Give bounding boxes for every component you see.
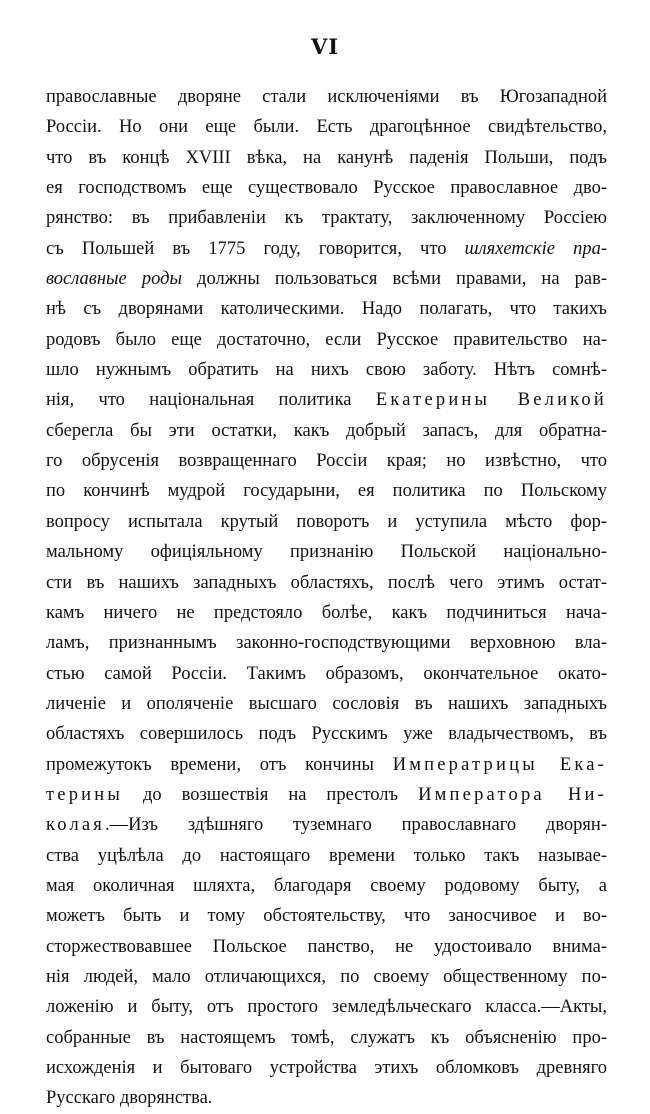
text-line [46, 416, 607, 446]
text-line [46, 446, 607, 476]
text-segment: шло нужнымъ обратить на нихъ свою заботу. Нѣтъ сомнѣ- [46, 360, 607, 381]
text-line [46, 871, 607, 901]
text-segment: ства уцѣлѣла до настоящаго времени только такъ называе- [46, 845, 607, 866]
text-line [46, 264, 607, 294]
text-segment-spaced: Императора Ни- [418, 784, 608, 805]
text-segment: сторжествовавшее Польское панство, не удостоивало внима- [46, 936, 607, 957]
body-text [46, 82, 607, 1114]
text-segment: ложенію и быту, отъ простого земледѣльческаго класса.—Акты, [46, 997, 607, 1018]
text-segment: нѣ съ дворянами католическими. Надо полагать, что такихъ [46, 299, 607, 320]
text-segment-spaced: Императрицы Ека- [392, 754, 607, 775]
text-line [46, 173, 607, 203]
text-line [46, 962, 607, 992]
text-segment: православные дворяне стали исключеніями въ Югозападной [46, 87, 607, 107]
text-segment: областяхъ совершилось подъ Русскимъ уже владычествомъ, въ [46, 724, 607, 745]
text-segment: Русскаго дворянства. [46, 1088, 213, 1109]
text-line [46, 992, 607, 1022]
text-segment: .—Изъ здѣшняго туземнаго православнаго дворян- [105, 815, 607, 836]
text-segment-italic: вославные роды [46, 269, 182, 290]
text-line [46, 112, 607, 142]
text-line [46, 507, 607, 537]
text-line [46, 82, 607, 112]
text-segment: до возшествія на престолъ [122, 784, 419, 805]
text-segment-spaced: Екатерины Великой [375, 390, 607, 411]
text-line [46, 385, 607, 415]
text-line [46, 659, 607, 689]
text-line [46, 901, 607, 931]
text-line [46, 1083, 607, 1113]
text-segment: по кончинѣ мудрой государыни, ея политика по Польскому [46, 481, 607, 502]
text-line [46, 294, 607, 324]
text-line [46, 234, 607, 264]
text-line [46, 780, 607, 810]
text-segment: сберегла бы эти остатки, какъ добрый запасъ, для обратна- [46, 420, 607, 441]
text-segment: стью самой Россіи. Такимъ образомъ, окончательное окато- [46, 663, 607, 684]
text-segment: должны пользоваться всѣми правами, на рав- [181, 269, 607, 290]
text-line [46, 810, 607, 840]
text-segment-spaced: колая [46, 815, 106, 836]
text-line [46, 476, 607, 506]
text-line [46, 537, 607, 567]
text-line [46, 568, 607, 598]
text-segment: личеніе и ополяченіе высшаго сословія въ нашихъ западныхъ [46, 693, 607, 714]
text-segment: родовъ было еще достаточно, если Русское правительство на- [46, 329, 607, 350]
text-segment: рянство: въ прибавленіи къ трактату, заключенному Россіею [46, 208, 607, 229]
text-segment: нія, что національная политика [46, 390, 376, 411]
text-line [46, 932, 607, 962]
text-segment: можетъ быть и тому обстоятельству, что заносчивое и во- [46, 906, 607, 927]
text-segment: собранные въ настоящемъ томѣ, служатъ къ объясненію про- [46, 1027, 607, 1048]
text-line [46, 628, 607, 658]
text-line [46, 355, 607, 385]
text-segment: исхожденія и бытоваго устройства этихъ обломковъ древняго [46, 1058, 607, 1078]
text-line [46, 1053, 607, 1083]
text-segment: ея господствомъ еще существовало Русское православное дво- [46, 178, 607, 199]
text-segment: промежутокъ времени, отъ кончины [46, 754, 393, 775]
text-segment: го обрусенія возвращеннаго Россіи края; но извѣстно, что [46, 451, 607, 472]
text-line [46, 689, 607, 719]
page-number: VI [310, 34, 340, 59]
text-line [46, 719, 607, 749]
text-segment: мальному офиціяльному признанію Польской національно- [46, 542, 607, 563]
text-segment: съ Польшей въ 1775 году, говорится, что [46, 238, 465, 259]
text-segment: ламъ, признаннымъ законно-господствующими верховною вла- [46, 633, 607, 654]
text-line [46, 750, 607, 780]
text-segment: сти въ нашихъ западныхъ областяхъ, послѣ чего этимъ остат- [46, 572, 607, 593]
text-segment: камъ ничего не предстояло болѣе, какъ подчиниться нача- [46, 602, 607, 623]
text-line [46, 325, 607, 355]
text-line [46, 1023, 607, 1053]
text-segment: вопросу испытала крутый поворотъ и уступила мѣсто фор- [46, 511, 607, 532]
text-line [46, 143, 607, 173]
text-segment-italic: шляхетскіе пра- [464, 238, 607, 259]
text-segment: что въ концѣ XVIII вѣка, на канунѣ паденія Польши, подъ [46, 147, 607, 168]
text-segment: мая околичная шляхта, благодаря своему родовому быту, а [46, 875, 607, 896]
text-line [46, 598, 607, 628]
text-segment-spaced: терины [46, 784, 123, 805]
text-segment: нія людей, мало отличающихся, по своему общественному по- [46, 966, 607, 987]
text-line [46, 203, 607, 233]
text-line [46, 841, 607, 871]
text-segment: Россіи. Но они еще были. Есть драгоцѣнное свидѣтельство, [46, 117, 607, 138]
